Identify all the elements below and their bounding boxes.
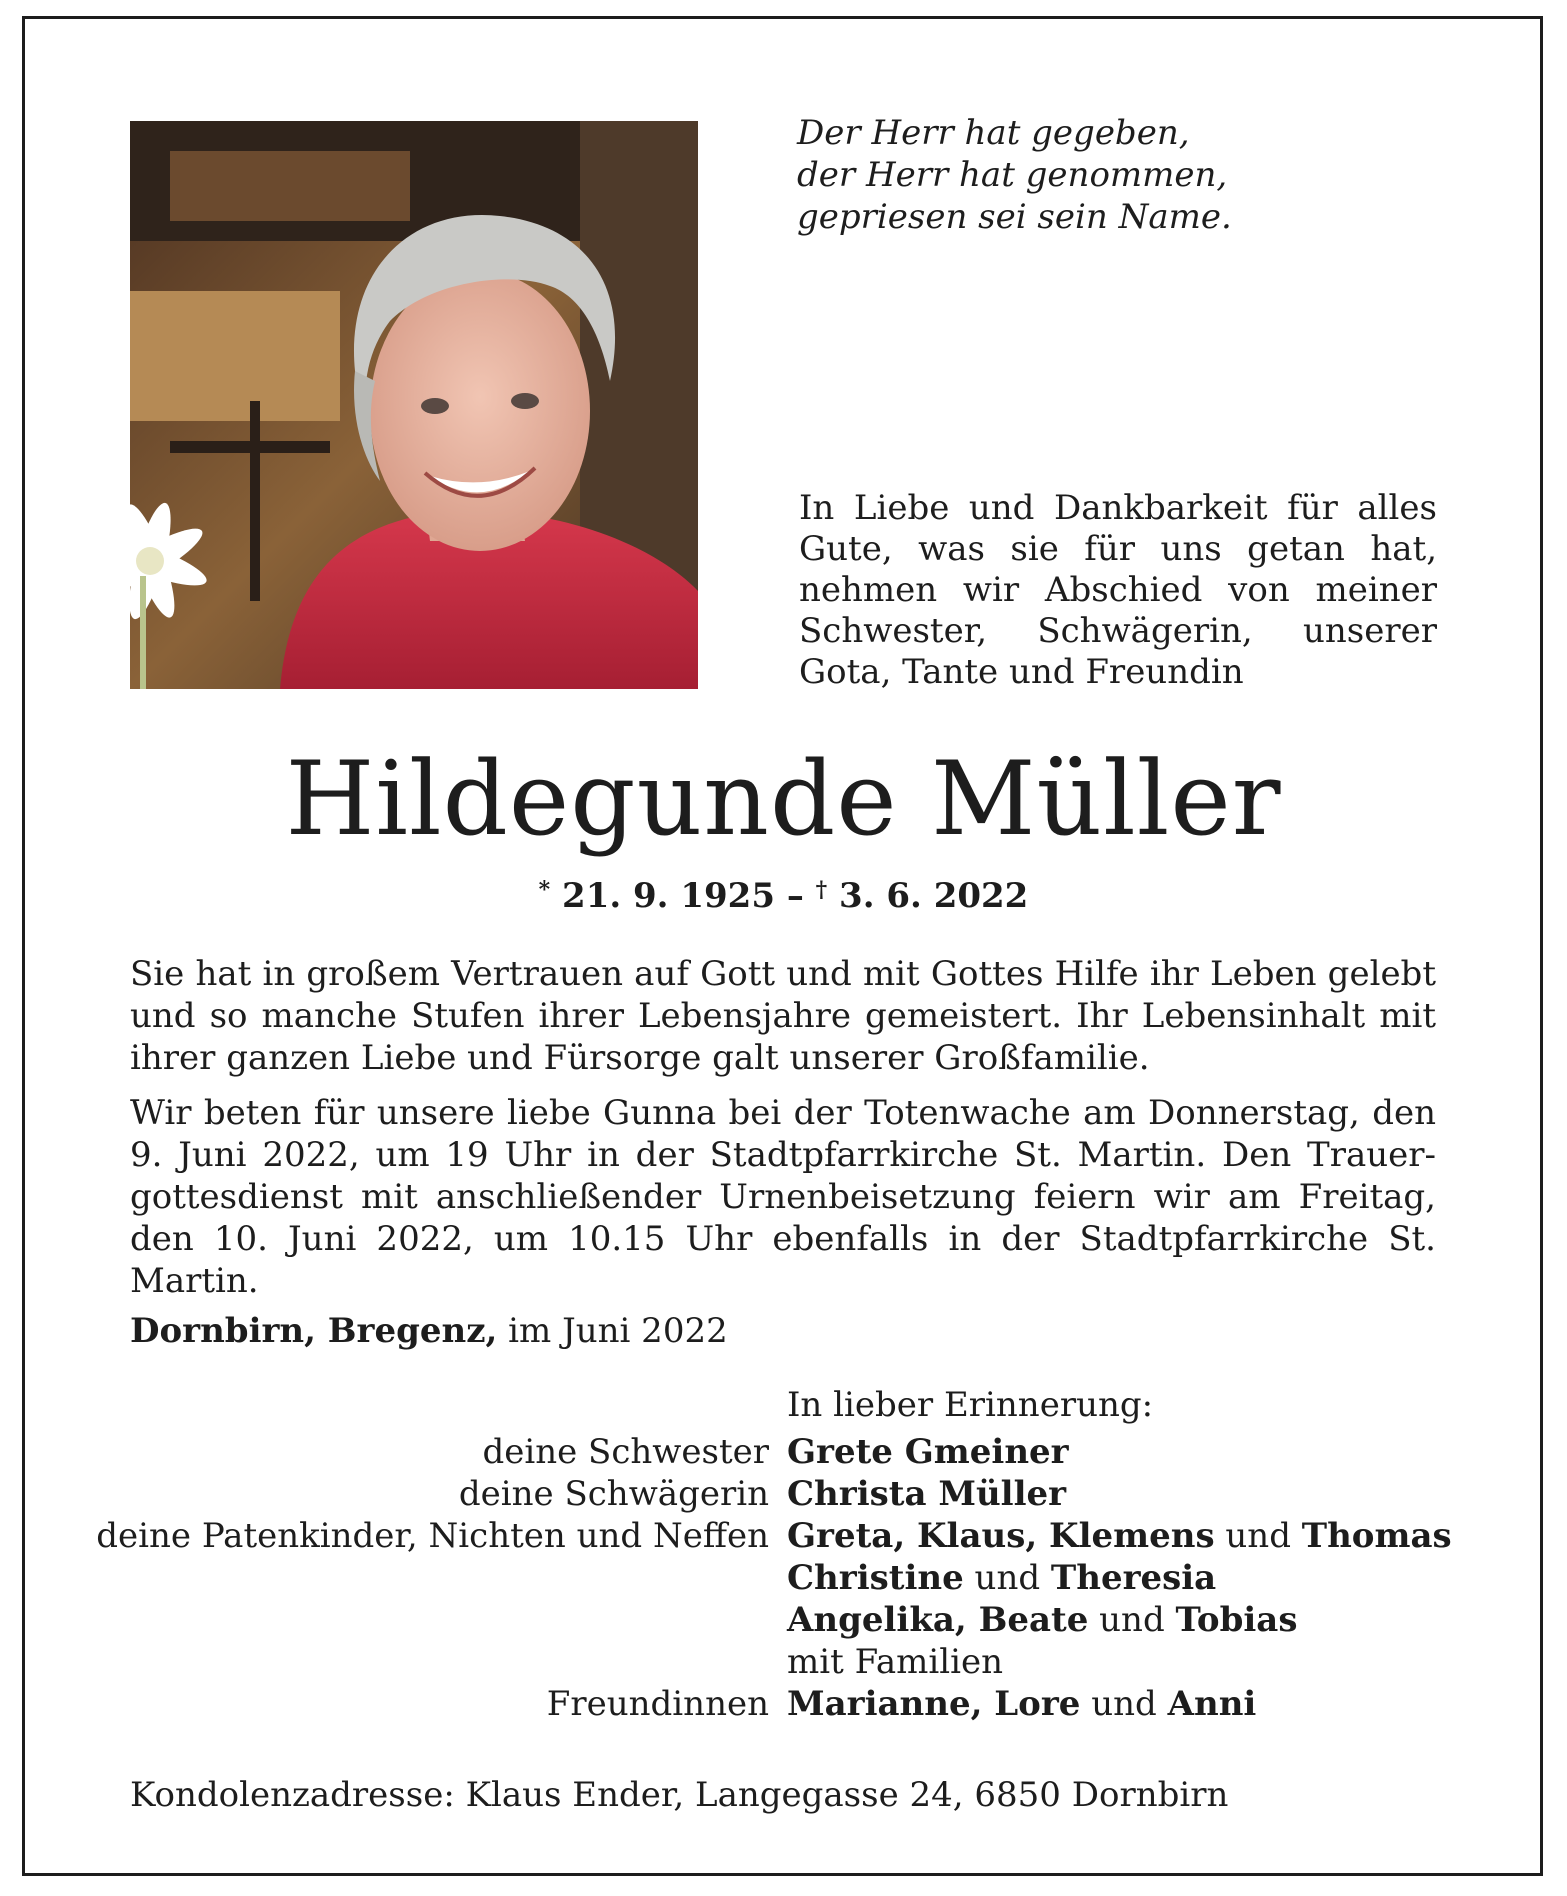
death-date: 3. 6. 2022 (839, 876, 1029, 916)
conjunction: und (1225, 1516, 1291, 1556)
mourner-row (0, 1599, 1567, 1641)
mourner-name: Anni (1167, 1684, 1257, 1724)
mourner-row (0, 1473, 1567, 1515)
mourner-row (0, 1641, 1567, 1683)
memory-title: In lieber Erinnerung: (787, 1385, 1154, 1425)
mourner-row (0, 1431, 1567, 1473)
mourner-names (787, 1431, 1069, 1473)
relation-label: Freundinnen (546, 1684, 769, 1724)
deceased-name: Hildegunde Müller (285, 740, 1282, 859)
mourner-names (787, 1515, 1452, 1557)
condolence-address: Kondolenzadresse: Klaus Ender, Langegasse 24, 6850 Dornbirn (130, 1775, 1229, 1815)
mourner-families: mit Familien (787, 1642, 1004, 1682)
birth-date: 21. 9. 1925 (562, 876, 775, 916)
birth-symbol: * (538, 877, 551, 903)
mourner-name: Angelika, Beate (787, 1600, 1089, 1640)
mourner-name: Marianne, Lore (787, 1684, 1081, 1724)
mourner-names (787, 1683, 1256, 1725)
mourner-names (787, 1473, 1066, 1515)
conjunction: und (974, 1558, 1041, 1598)
relation-label: deine Schwester (482, 1432, 769, 1472)
mourner-row (0, 1515, 1567, 1557)
mourner-name: Tobias (1175, 1600, 1298, 1640)
mourner-name: Theresia (1050, 1558, 1217, 1598)
body-paragraph: Wir beten für unsere liebe Gunna bei der Totenwache am Donnerstag, den 9. Juni 2022, um 19 Uhr in der Stadtpfarrkirche St. Martin. Den Trauergottesdienst mit anschließender Urnenbeisetzung feiern wir am Freitag, den 10. Juni 2022, um 10.15 Uhr ebenfalls in der Stadtpfarrkirche St. Martin. (130, 1093, 1436, 1301)
date-separator: – (786, 876, 804, 916)
portrait-image (130, 121, 698, 689)
mourner-row (0, 1683, 1567, 1725)
mourner-row (0, 1557, 1567, 1599)
place-and-date (130, 1310, 728, 1352)
mourner-name: Christa Müller (787, 1474, 1067, 1514)
verse-line: der Herr hat genommen, (797, 155, 1228, 195)
portrait-photo (130, 121, 698, 689)
verse-line: gepriesen sei sein Name. (797, 197, 1232, 237)
place-cities: Dornbirn, Bregenz, (130, 1311, 498, 1351)
verse-line: Der Herr hat gegeben, (797, 113, 1190, 153)
mourner-name: Grete Gmeiner (787, 1432, 1069, 1472)
conjunction: und (1099, 1600, 1165, 1640)
notice-body (130, 953, 1436, 1315)
life-dates (0, 868, 1567, 918)
mourner-name: Christine (787, 1558, 964, 1598)
mourners-list (0, 1431, 1567, 1725)
place-date: im Juni 2022 (508, 1311, 728, 1351)
death-symbol: † (815, 877, 828, 903)
intro-text: In Liebe und Dankbarkeit für alles Gute, was sie für uns getan hat, nehmen wir Abschied von meiner Schwester, Schwägerin, unserer Gota, Tante und Freundin (799, 488, 1437, 692)
conjunction: und (1091, 1684, 1157, 1724)
mourner-names (787, 1599, 1297, 1641)
bible-verse (797, 112, 1232, 238)
mourner-name: Thomas (1301, 1516, 1452, 1556)
relation-label: deine Schwägerin (458, 1474, 769, 1514)
mourner-names (787, 1557, 1216, 1599)
mourner-name: Greta, Klaus, Klemens (787, 1516, 1215, 1556)
relation-label: deine Patenkinder, Nichten und Neffen (96, 1516, 769, 1556)
body-paragraph: Sie hat in großem Vertrauen auf Gott und mit Gottes Hilfe ihr Leben gelebt und so manche Stufen ihrer Lebensjahre gemeistert. Ihr Lebensinhalt mit ihrer ganzen Liebe und Fürsorge galt unserer Großfamilie. (130, 954, 1436, 1078)
